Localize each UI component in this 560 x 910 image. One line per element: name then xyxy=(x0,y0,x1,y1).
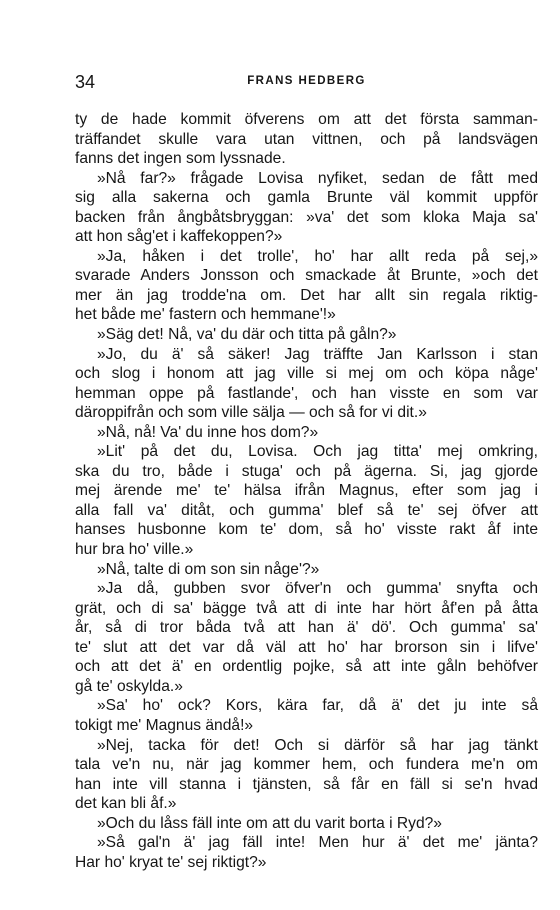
text-line: »Säg det! Nå, va' du där och titta på gåln?» xyxy=(97,326,397,344)
text-line: hanses husbonne kom te' dom, så ho' visste rakt åf inte xyxy=(75,521,538,539)
text-line: mej ärende me' te' hälsa ifrån Magnus, efter som jag i xyxy=(75,482,538,500)
text-line: »Nå far?» frågade Lovisa nyfiket, sedan de fått med xyxy=(97,169,538,187)
text-line: det kan bli åf.» xyxy=(75,795,177,813)
text-line: han inte vill stanna i tjänsten, så får en fäll si se'n hvad xyxy=(75,775,538,793)
text-line: »Nå, nå! Va' du inne hos dom?» xyxy=(97,423,319,441)
text-line: svarade Anders Jonsson och smackade åt Brunte, »och det xyxy=(75,267,538,285)
text-line: »Så gal'n ä' jag fäll inte! Men hur ä' det me' jänta? xyxy=(97,834,538,852)
text-line: år, så di tror båda två att han ä' dö'. Och gumma' sa' xyxy=(75,619,538,637)
text-line: alla fall va' ditåt, och gumma' blef så te' sej öfver att xyxy=(75,501,538,519)
text-line: hur bra ho' ville.» xyxy=(75,541,194,559)
text-line: och att det ä' en ordentlig pojke, så att inte gåln behöfver xyxy=(75,658,538,676)
text-line: »Ja, håken i det trolle', ho' har allt reda på sej,» xyxy=(97,247,538,265)
text-line: »Ja då, gubben svor öfver'n och gumma' snyfta och xyxy=(97,580,538,598)
text-line: ska du tro, både i stuga' och på ägerna. Si, jag gjorde xyxy=(75,462,538,480)
text-line: het både me' fastern och hemmane'!» xyxy=(75,306,336,324)
text-line: »Och du låss fäll inte om att du varit borta i Ryd?» xyxy=(97,814,442,832)
text-line: Har ho' kryat te' sej riktigt?» xyxy=(75,853,267,871)
text-line: hemman oppe på fastlande', och han visste en som var xyxy=(75,384,538,402)
text-line: backen från ångbåtsbryggan: »va' det som kloka Maja sa' xyxy=(75,208,538,226)
text-line: tala ve'n nu, när jag kommer hem, och fundera me'n om xyxy=(75,756,538,774)
text-line: »Nå, talte di om son sin någe'?» xyxy=(97,560,320,578)
page-number: 34 xyxy=(75,72,96,92)
running-head: FRANS HEDBERG xyxy=(247,75,366,87)
text-line: »Jo, du ä' så säker! Jag träffte Jan Karlsson i stan xyxy=(97,345,538,363)
text-line: att hon såg'et i kaffekoppen?» xyxy=(75,228,283,246)
text-line: »Nej, tacka för det! Och si därför så har jag tänkt xyxy=(97,736,538,754)
text-line: och slog i honom att jag ville si mej om och köpa någe' xyxy=(75,365,538,383)
text-line: »Lit' på det du, Lovisa. Och jag titta' mej omkring, xyxy=(97,443,538,461)
text-line: ty de hade kommit öfverens om att det första samman- xyxy=(75,111,538,128)
text-line: grät, och di sa' bägge två att di inte har hört åf'en på åtta xyxy=(75,599,538,617)
text-line: träffandet skulle vara utan vittnen, och på landsvägen xyxy=(75,130,538,148)
text-line: te' slut att det var då väl att ho' har brorson sin i lifve' xyxy=(75,638,538,656)
text-line: mer än jag trodde'na om. Det har allt sin regala riktig- xyxy=(75,286,538,304)
text-line: tokigt me' Magnus ändå!» xyxy=(75,716,254,734)
body-text xyxy=(75,110,538,872)
text-line: fanns det ingen som lyssnade. xyxy=(75,150,286,168)
text-line: »Sa' ho' ock? Kors, kära far, då ä' det ju inte så xyxy=(97,697,538,715)
text-line: däroppifrån och som ville sälja — och så for vi dit.» xyxy=(75,404,427,422)
text-line: gå te' oskylda.» xyxy=(75,677,183,695)
page-header xyxy=(75,72,538,94)
text-line: sig alla sakerna och gamla Brunte väl kommit uppför xyxy=(75,189,538,207)
